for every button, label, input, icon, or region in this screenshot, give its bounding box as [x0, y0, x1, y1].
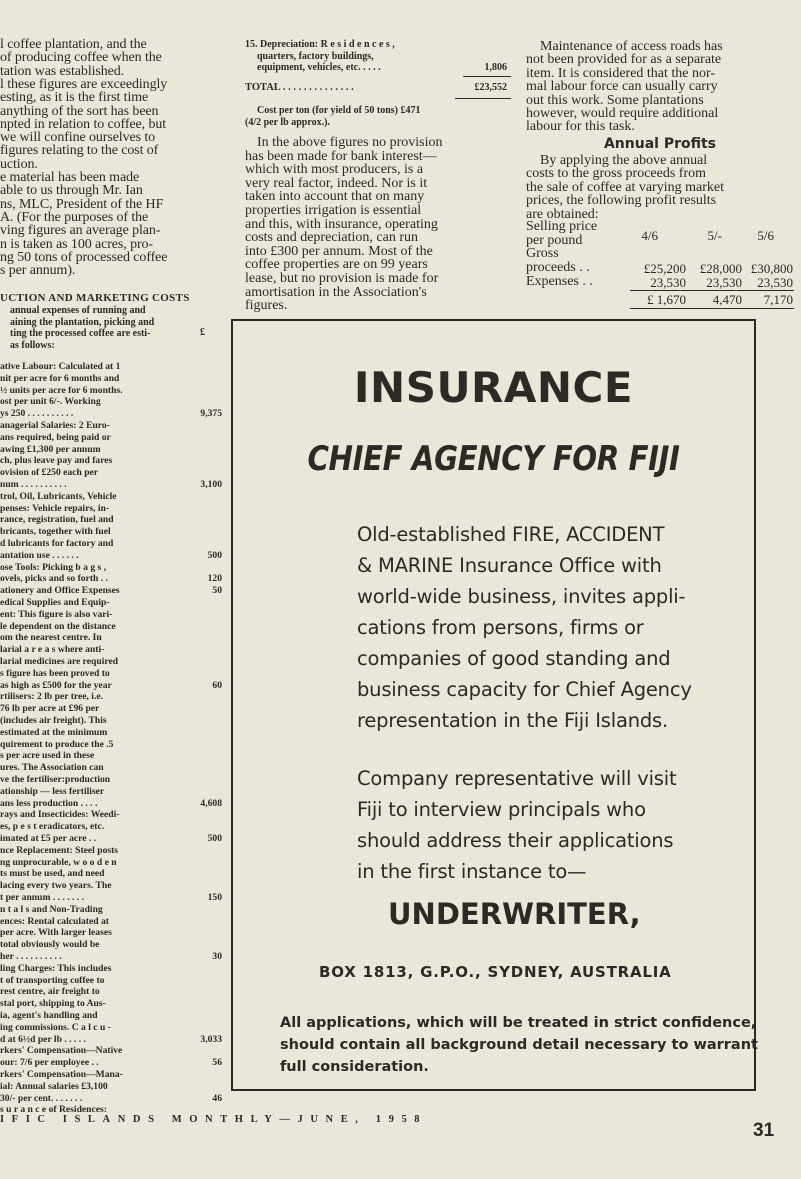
intro-line: uction.	[0, 156, 38, 172]
ad-note-line: should contain all background detail necessary to warrant	[280, 1037, 758, 1053]
cost-item-text: rance, registration, fuel and	[0, 514, 114, 526]
cost-item-text: ovels, picks and so forth . .	[0, 573, 108, 585]
gross-label-line1: Gross	[526, 246, 559, 261]
cost-item-text: ose Tools: Picking b a g s ,	[0, 561, 107, 573]
cost-item-text: trol, Oil, Lubricants, Vehicle	[0, 490, 117, 502]
cost-item-text: ial: Annual salaries £3,100	[0, 1080, 108, 1092]
expenses-cell: 23,530	[757, 275, 793, 290]
intro-line: n is taken as 100 acres, pro-	[0, 236, 153, 252]
paragraph-line: In the above figures no provision	[257, 135, 443, 150]
running-footer: IFIC ISLANDS MONTHLY—JUNE, 1958	[0, 1114, 428, 1125]
cost-item-text: ch, plus leave pay and fares	[0, 455, 113, 467]
depreciation-line: 15. Depreciation: R e s i d e n c e s ,	[245, 39, 395, 50]
cost-item-text: 76 lb per acre at £96 per	[0, 703, 100, 715]
paragraph-line: out this work. Some plantations	[526, 92, 704, 108]
ad-subtitle: CHIEF AGENCY FOR FIJI	[307, 439, 680, 479]
intro-line: of producing coffee when the	[0, 50, 162, 66]
cost-item-text: num . . . . . . . . . .	[0, 479, 67, 490]
total-label: TOTAL . . . . . . . . . . . . . .	[245, 82, 354, 93]
paragraph-line: the sale of coffee at varying market	[526, 179, 724, 195]
paragraph-line: prices, the following profit results	[526, 193, 717, 209]
cost-item-text: (includes air freight). This	[0, 715, 107, 726]
cost-item-text: es, p e s t eradicators, etc.	[0, 821, 105, 833]
cost-item-text: lacing every two years. The	[0, 880, 112, 892]
cost-item-text: edical Supplies and Equip-	[0, 597, 110, 608]
cost-item-value: 50	[212, 585, 222, 597]
ad-visit-line: Fiji to interview principals who	[357, 798, 646, 821]
cost-item-text: imated at £5 per acre . .	[0, 833, 97, 844]
cost-item-value: 120	[207, 573, 222, 585]
intro-line: ving figures an average plan-	[0, 223, 161, 239]
ad-body-line: business capacity for Chief Agency	[357, 678, 692, 701]
cost-item-text: larial a r e a s where anti-	[0, 644, 105, 656]
cost-item-text: ½ units per acre for 6 months.	[0, 384, 123, 396]
ad-visit-line: Company representative will visit	[357, 767, 677, 790]
profit-cell: 4,470	[712, 292, 742, 307]
expenses-cell: 23,530	[706, 275, 742, 290]
left-column	[0, 36, 228, 1116]
cost-item-text: ys 250 . . . . . . . . . .	[0, 408, 74, 420]
cost-item-text: t per annum . . . . . . .	[0, 892, 85, 903]
page-number: 31	[753, 1120, 775, 1141]
paragraph-line: By applying the above annual	[540, 153, 708, 168]
price-label-line2: per pound	[526, 233, 583, 248]
cost-item-text: s u r a n c e of Residences:	[0, 1104, 107, 1116]
cost-item-text: ent: This figure is also vari-	[0, 608, 113, 620]
price-cell: 4/6	[641, 228, 658, 243]
gross-cell: £25,200	[643, 261, 686, 276]
intro-line: ng 50 tons of processed coffee	[0, 249, 168, 265]
insurance-advertisement	[231, 319, 756, 1091]
cost-item-text: ve the fertiliser:production	[0, 774, 111, 785]
cost-item-text: ationery and Office Expenses	[0, 585, 120, 597]
cost-per-ton-line: Cost per ton (for yield of 50 tons) £471	[257, 105, 421, 116]
cost-item-text: ans less production . . . .	[0, 797, 98, 809]
cost-item-text: anagerial Salaries: 2 Euro-	[0, 420, 110, 431]
intro-line: l coffee plantation, and the	[0, 37, 147, 52]
ad-body-line: & MARINE Insurance Office with	[357, 554, 662, 577]
intro-line: e material has been made	[0, 170, 140, 185]
intro-line: ns, MLC, President of the HF	[0, 196, 164, 212]
cost-item-text: d at 6½d per lb . . . . .	[0, 1033, 86, 1045]
depreciation-line: quarters, factory buildings,	[257, 50, 374, 62]
cost-item-value: 9,375	[200, 408, 222, 420]
cost-item-text: ative Labour: Calculated at 1	[0, 361, 121, 372]
cost-item-text: quirement to produce the .5	[0, 738, 114, 750]
cost-item-text: ovision of £250 each per	[0, 467, 99, 479]
ad-body-line: cations from persons, firms or	[357, 616, 644, 639]
ad-company-name: UNDERWRITER,	[388, 897, 641, 931]
intro-line: we will confine ourselves to	[0, 130, 156, 146]
cost-item-text: rays and Insecticides: Weedi-	[0, 809, 120, 821]
cost-item-text: ng unprocurable, w o o d e n	[0, 856, 117, 868]
paragraph-line: has been made for bank interest—	[245, 148, 437, 164]
paragraph-line: lease, but no provision is made for	[245, 271, 439, 286]
paragraph-line: into £300 per annum. Most of the	[245, 243, 433, 259]
cost-item-text: ia, agent's handling and	[0, 1010, 98, 1021]
cost-item-value: 3,033	[200, 1033, 222, 1045]
cost-item-text: awing £1,300 per annum	[0, 443, 101, 455]
profit-cell: £ 1,670	[647, 292, 686, 307]
cost-item-text: ures. The Association can	[0, 762, 104, 774]
intro-line: A. (For the purposes of the	[0, 209, 149, 225]
cost-item-text: bricants, together with fuel	[0, 526, 111, 538]
cost-item-text: as high as £500 for the year	[0, 679, 112, 691]
ad-body-line: companies of good standing and	[357, 647, 671, 670]
cost-item-text: ationship — less fertiliser	[0, 785, 105, 797]
ad-body-line: Old-established FIRE, ACCIDENT	[357, 523, 665, 546]
ad-body-line: representation in the Fiji Islands.	[357, 709, 669, 732]
paragraph-line: labour for this task.	[526, 119, 635, 135]
paragraph-line: however, would require additional	[526, 106, 719, 121]
cost-item-text: rest centre, air freight to	[0, 986, 100, 998]
section-intro-line: as follows:	[10, 339, 55, 351]
cost-item-text: estimated at the minimum	[0, 726, 108, 738]
cost-per-ton-line: (4/2 per lb approx.).	[245, 116, 330, 128]
cost-item-text: n t a l s and Non-Trading	[0, 903, 103, 915]
total-value: £23,552	[474, 82, 507, 93]
cost-item-value: 500	[207, 833, 222, 844]
depreciation-value: 1,806	[484, 62, 507, 73]
depreciation-line: equipment, vehicles, etc. . . . .	[257, 62, 381, 73]
cost-item-text: ing commissions. C a l c u -	[0, 1021, 111, 1033]
cost-item-value: 60	[212, 679, 222, 691]
table-bottom-rule	[630, 308, 794, 309]
intro-line: esting, as it is the first time	[0, 90, 149, 106]
paragraph-line: coffee properties are on 99 years	[245, 257, 428, 273]
cost-item-text: penses: Vehicle repairs, in-	[0, 502, 110, 514]
cost-item-text: ost per unit 6/-. Working	[0, 396, 101, 408]
price-cell: 5/6	[757, 228, 774, 243]
cost-item-text: ling Charges: This includes	[0, 962, 112, 974]
ad-note-line: All applications, which will be treated in strict confidence,	[280, 1015, 757, 1031]
cost-item-text: per acre. With larger leases	[0, 927, 112, 939]
cost-item-text: ans required, being paid or	[0, 431, 111, 443]
cost-item-text: om the nearest centre. In	[0, 632, 102, 644]
cost-item-text: her . . . . . . . . . .	[0, 951, 62, 962]
cost-item-text: rkers' Compensation—Native	[0, 1045, 123, 1057]
paragraph-line: not been provided for as a separate	[526, 52, 722, 68]
price-cell: 5/-	[707, 228, 722, 243]
expenses-label: Expenses . .	[526, 274, 593, 289]
price-label-line1: Selling price	[526, 219, 598, 234]
paragraph-line: are obtained:	[526, 206, 599, 222]
cost-item-text: our: 7/6 per employee . .	[0, 1057, 99, 1069]
paragraph-line: Maintenance of access roads has	[540, 39, 723, 54]
paragraph-line: very real factor, indeed. Nor is it	[245, 175, 428, 191]
intro-line: figures relating to the cost of	[0, 143, 159, 159]
intro-line: npted in relation to coffee, but	[0, 116, 167, 132]
ad-body-line: world-wide business, invites appli-	[357, 585, 686, 608]
cost-item-text: nce Replacement: Steel posts	[0, 844, 119, 856]
cost-item-text: larial medicines are required	[0, 656, 119, 667]
section-intro-line: aining the plantation, picking and	[10, 316, 155, 328]
cost-item-text: antation use . . . . . .	[0, 549, 79, 561]
paragraph-line: costs and depreciation, can run	[245, 230, 418, 246]
ad-address: BOX 1813, G.P.O., SYDNEY, AUSTRALIA	[319, 963, 672, 981]
cost-item-text: le dependent on the distance	[0, 620, 116, 632]
cost-item-text: ts must be used, and need	[0, 868, 105, 880]
cost-item-text: stal port, shipping to Aus-	[0, 998, 106, 1010]
paragraph-line: properties irrigation is essential	[245, 203, 422, 218]
cost-item-text: ences: Rental calculated at	[0, 915, 109, 927]
cost-item-text: rkers' Compensation—Mana-	[0, 1069, 123, 1080]
intro-line: l these figures are exceedingly	[0, 76, 168, 92]
total-rule	[463, 76, 511, 77]
middle-column	[245, 36, 513, 316]
intro-line: s per annum).	[0, 263, 76, 279]
cost-item-text: nit per acre for 6 months and	[0, 372, 120, 384]
paragraph-line: and this, with insurance, operating	[245, 216, 438, 232]
cost-item-value: 150	[207, 892, 222, 903]
paragraph-line: item. It is considered that the nor-	[526, 65, 716, 81]
paragraph-line: taken into account that on many	[245, 189, 425, 205]
cost-item-text: t of transporting coffee to	[0, 974, 105, 986]
expenses-cell: 23,530	[650, 275, 686, 290]
profit-cell: 7,170	[763, 292, 793, 307]
cost-item-value: 500	[207, 549, 222, 561]
cost-item-text: 30/- per cent. . . . . . .	[0, 1092, 83, 1104]
total-underline	[455, 98, 511, 99]
ad-visit-line: in the first instance to—	[357, 860, 587, 883]
annual-profits-heading: Annual Profits	[603, 136, 717, 152]
cost-item-text: d lubricants for factory and	[0, 538, 114, 549]
cost-item-value: 56	[212, 1057, 222, 1069]
gross-cell: £28,000	[699, 261, 742, 276]
ad-visit-line: should address their applications	[357, 829, 674, 852]
cost-item-text: rtilisers: 2 lb per tree, i.e.	[0, 691, 104, 703]
cost-item-value: 3,100	[200, 479, 222, 490]
table-rule	[630, 290, 794, 291]
paragraph-line: costs to the gross proceeds from	[526, 166, 707, 182]
ad-title: INSURANCE	[353, 363, 634, 412]
intro-line: tation was established.	[0, 63, 125, 79]
cost-item-value: 30	[212, 951, 222, 962]
cost-item-text: total obviously would be	[0, 939, 100, 951]
ad-note-line: full consideration.	[280, 1059, 429, 1075]
section-intro-line: ting the processed coffee are esti-	[10, 328, 151, 339]
paragraph-line: figures.	[245, 298, 288, 314]
paragraph-line: amortisation in the Association's	[245, 284, 427, 300]
section-heading: UCTION AND MARKETING COSTS	[0, 292, 190, 304]
cost-item-value: 4,608	[200, 797, 222, 809]
right-column	[526, 36, 794, 316]
cost-item-value: 46	[212, 1092, 222, 1104]
intro-line: anything of the sort has been	[0, 103, 159, 119]
section-intro-line: annual expenses of running and	[10, 305, 146, 316]
gross-label-line2: proceeds . .	[526, 260, 590, 275]
pound-column-header: £	[200, 327, 205, 338]
intro-line: able to us through Mr. Ian	[0, 183, 143, 199]
cost-item-text: s figure has been proved to	[0, 667, 110, 679]
paragraph-line: which with most producers, is a	[245, 162, 424, 178]
paragraph-line: mal labour force can usually carry	[526, 79, 718, 95]
gross-cell: £30,800	[750, 261, 793, 276]
cost-item-text: s per acre used in these	[0, 750, 95, 762]
